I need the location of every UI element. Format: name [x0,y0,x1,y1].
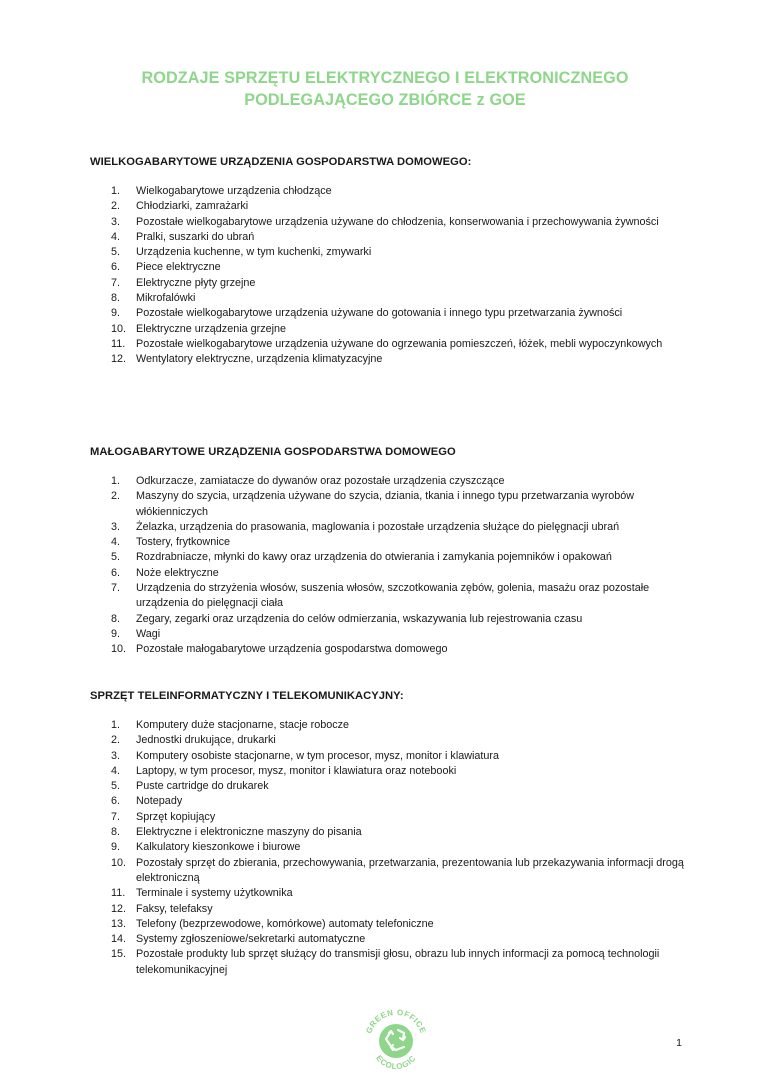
logo-bottom-text: ECOLOGIC [374,1053,418,1072]
list-item-number: 2. [111,490,121,503]
list-item [90,612,690,627]
list-item-number: 4. [111,536,121,549]
list-item-text: Puste cartridge do drukarek [136,780,269,793]
title-line-2: PODLEGAJĄCEGO ZBIÓRCE z GOE [244,91,526,109]
list-item-number: 8. [111,826,121,839]
list-item-text: Pozostałe wielkogabarytowe urządzenia używane do chłodzenia, konserwowania i przechowywania żywności [136,215,659,228]
list-item-number: 12. [111,902,127,915]
list-item [90,749,690,764]
list-item-text: Faksy, telefaksy [136,902,213,915]
list-item [90,322,690,337]
list-item [90,932,690,947]
list-item-number: 4. [111,230,121,243]
list-item [90,886,690,901]
list-item [90,627,690,642]
list-item-number: 13. [111,917,127,930]
section-small-appliances [90,445,690,658]
list-item-text: Wielkogabarytowe urządzenia chłodzące [136,185,332,197]
page-number: 1 [676,1037,682,1049]
list-item-text: Piece elektryczne [136,261,221,274]
list-item [90,779,690,794]
list-item-number: 8. [111,292,121,305]
list-item-text: Elektryczne płyty grzejne [136,276,256,289]
list-item-text: Maszyny do szycia, urządzenia używane do szycia, dziania, tkania i innego typu przetwarzania wyrobów włókienniczych [136,490,635,518]
list-item-text: Komputery duże stacjonarne, stacje robocze [136,719,350,731]
list-item [90,230,690,245]
list-item-number: 2. [111,734,121,747]
list-item-number: 1. [111,475,121,487]
list-item [90,474,690,489]
logo-top-text: GREEN OFFICE [364,1007,428,1035]
list-item [90,810,690,825]
list-item [90,291,690,306]
list-item-number: 6. [111,795,121,808]
list-item-number: 10. [111,643,127,656]
list-item-text: Pozostałe małogabarytowe urządzenia gospodarstwa domowego [136,643,448,656]
list-item [90,840,690,855]
list-item-text: Tostery, frytkownice [136,536,230,549]
list-item-text: Terminale i systemy użytkownika [136,887,293,900]
list-item [90,352,690,367]
list-item [90,764,690,779]
list-item [90,337,690,352]
list-item-number: 5. [111,246,121,259]
list-item [90,581,690,612]
list-item-number: 1. [111,719,121,731]
list-item-number: 5. [111,551,121,564]
list-item [90,733,690,748]
list-item-text: Pralki, suszarki do ubrań [136,230,255,243]
list-item [90,947,690,978]
list-item [90,199,690,214]
list-item-number: 6. [111,261,121,274]
list-item-number: 7. [111,582,121,595]
section-heading: MAŁOGABARYTOWE URZĄDZENIA GOSPODARSTWA DOMOWEGO [90,446,456,458]
section-large-appliances [90,155,690,368]
list-item-number: 9. [111,307,121,320]
list-item-number: 9. [111,627,121,640]
list-item-text: Pozostałe wielkogabarytowe urządzenia używane do ogrzewania pomieszczeń, łóżek, mebli wypoczynkowych [136,337,663,350]
list-item [90,184,690,199]
list-item-number: 4. [111,764,121,777]
list-item-number: 10. [111,322,127,335]
list-item-text: Noże elektryczne [136,566,219,579]
list-item-number: 9. [111,841,121,854]
list-item-number: 15. [111,948,127,961]
list-item-text: Urządzenia do strzyżenia włosów, suszenia włosów, szczotkowania zębów, golenia, masażu oraz pozostałe urządzenia do pielęgnacji ciała [136,582,650,610]
list-item-number: 14. [111,933,127,946]
list-item-text: Pozostały sprzęt do zbierania, przechowywania, przetwarzania, prezentowania lub przekazywania informacji drogą elektroniczną [136,856,684,884]
list-item-text: Odkurzacze, zamiatacze do dywanów oraz pozostałe urządzenia czyszczące [136,475,505,487]
item-list [90,718,690,978]
list-item [90,642,690,657]
list-item [90,718,690,733]
list-item [90,566,690,581]
list-item-text: Urządzenia kuchenne, w tym kuchenki, zmywarki [136,246,372,259]
document-title [0,67,770,111]
list-item-text: Rozdrabniacze, młynki do kawy oraz urządzenia do otwierania i zamykania pojemników i opakowań [136,551,612,564]
list-item-text: Kalkulatory kieszonkowe i biurowe [136,841,301,854]
list-item [90,215,690,230]
list-item-number: 10. [111,856,127,869]
list-item-text: Komputery osobiste stacjonarne, w tym procesor, mysz, monitor i klawiatura [136,749,500,762]
list-item-text: Pozostałe produkty lub sprzęt służący do transmisji głosu, obrazu lub innych informacji za pomocą technologii telekomunikacyjnej [136,948,660,976]
list-item-text: Telefony (bezprzewodowe, komórkowe) automaty telefoniczne [136,917,434,930]
section-heading: SPRZĘT TELEINFORMATYCZNY I TELEKOMUNIKACYJNY: [90,690,404,702]
list-item [90,917,690,932]
list-item [90,535,690,550]
list-item [90,489,690,520]
list-item [90,245,690,260]
list-item-number: 11. [111,337,126,350]
list-item-number: 3. [111,520,121,533]
list-item-number: 7. [111,810,121,823]
list-item [90,825,690,840]
list-item [90,260,690,275]
section-it-telecom [90,689,690,978]
list-item-number: 12. [111,353,127,366]
list-item [90,550,690,565]
list-item [90,276,690,291]
section-heading: WIELKOGABARYTOWE URZĄDZENIA GOSPODARSTWA DOMOWEGO: [90,156,472,168]
list-item-text: Żelazka, urządzenia do prasowania, maglowania i pozostałe urządzenia służące do pielęgnacji ubrań [136,520,620,533]
list-item-text: Laptopy, w tym procesor, mysz, monitor i klawiatura oraz notebooki [136,764,457,777]
item-list [90,474,690,658]
list-item [90,794,690,809]
list-item-text: Chłodziarki, zamrażarki [136,200,249,213]
list-item-number: 8. [111,612,121,625]
list-item-number: 1. [111,185,121,197]
list-item-text: Elektryczne i elektroniczne maszyny do pisania [136,826,362,839]
list-item-text: Notepady [136,795,183,808]
list-item-number: 7. [111,276,121,289]
list-item-text: Mikrofalówki [136,292,196,305]
list-item-text: Systemy zgłoszeniowe/sekretarki automatyczne [136,933,366,946]
list-item [90,306,690,321]
list-item-text: Jednostki drukujące, drukarki [136,734,276,747]
list-item [90,856,690,887]
recycle-icon [360,1005,432,1077]
list-item-text: Pozostałe wielkogabarytowe urządzenia używane do gotowania i innego typu przetwarzania żywności [136,307,623,320]
green-office-logo [360,1005,432,1077]
list-item-text: Wentylatory elektryczne, urządzenia klimatyzacyjne [136,353,383,366]
list-item-number: 3. [111,215,121,228]
list-item-number: 3. [111,749,121,762]
list-item [90,520,690,535]
list-item-number: 2. [111,200,121,213]
title-line-1: RODZAJE SPRZĘTU ELEKTRYCZNEGO I ELEKTRONICZNEGO [141,69,629,87]
list-item-number: 6. [111,566,121,579]
list-item-number: 11. [111,887,126,900]
list-item-text: Elektryczne urządzenia grzejne [136,322,287,335]
list-item-number: 5. [111,780,121,793]
list-item-text: Zegary, zegarki oraz urządzenia do celów odmierzania, wskazywania lub rejestrowania czasu [136,612,583,625]
list-item-text: Sprzęt kopiujący [136,810,216,823]
list-item [90,902,690,917]
list-item-text: Wagi [136,627,161,640]
item-list [90,184,690,368]
